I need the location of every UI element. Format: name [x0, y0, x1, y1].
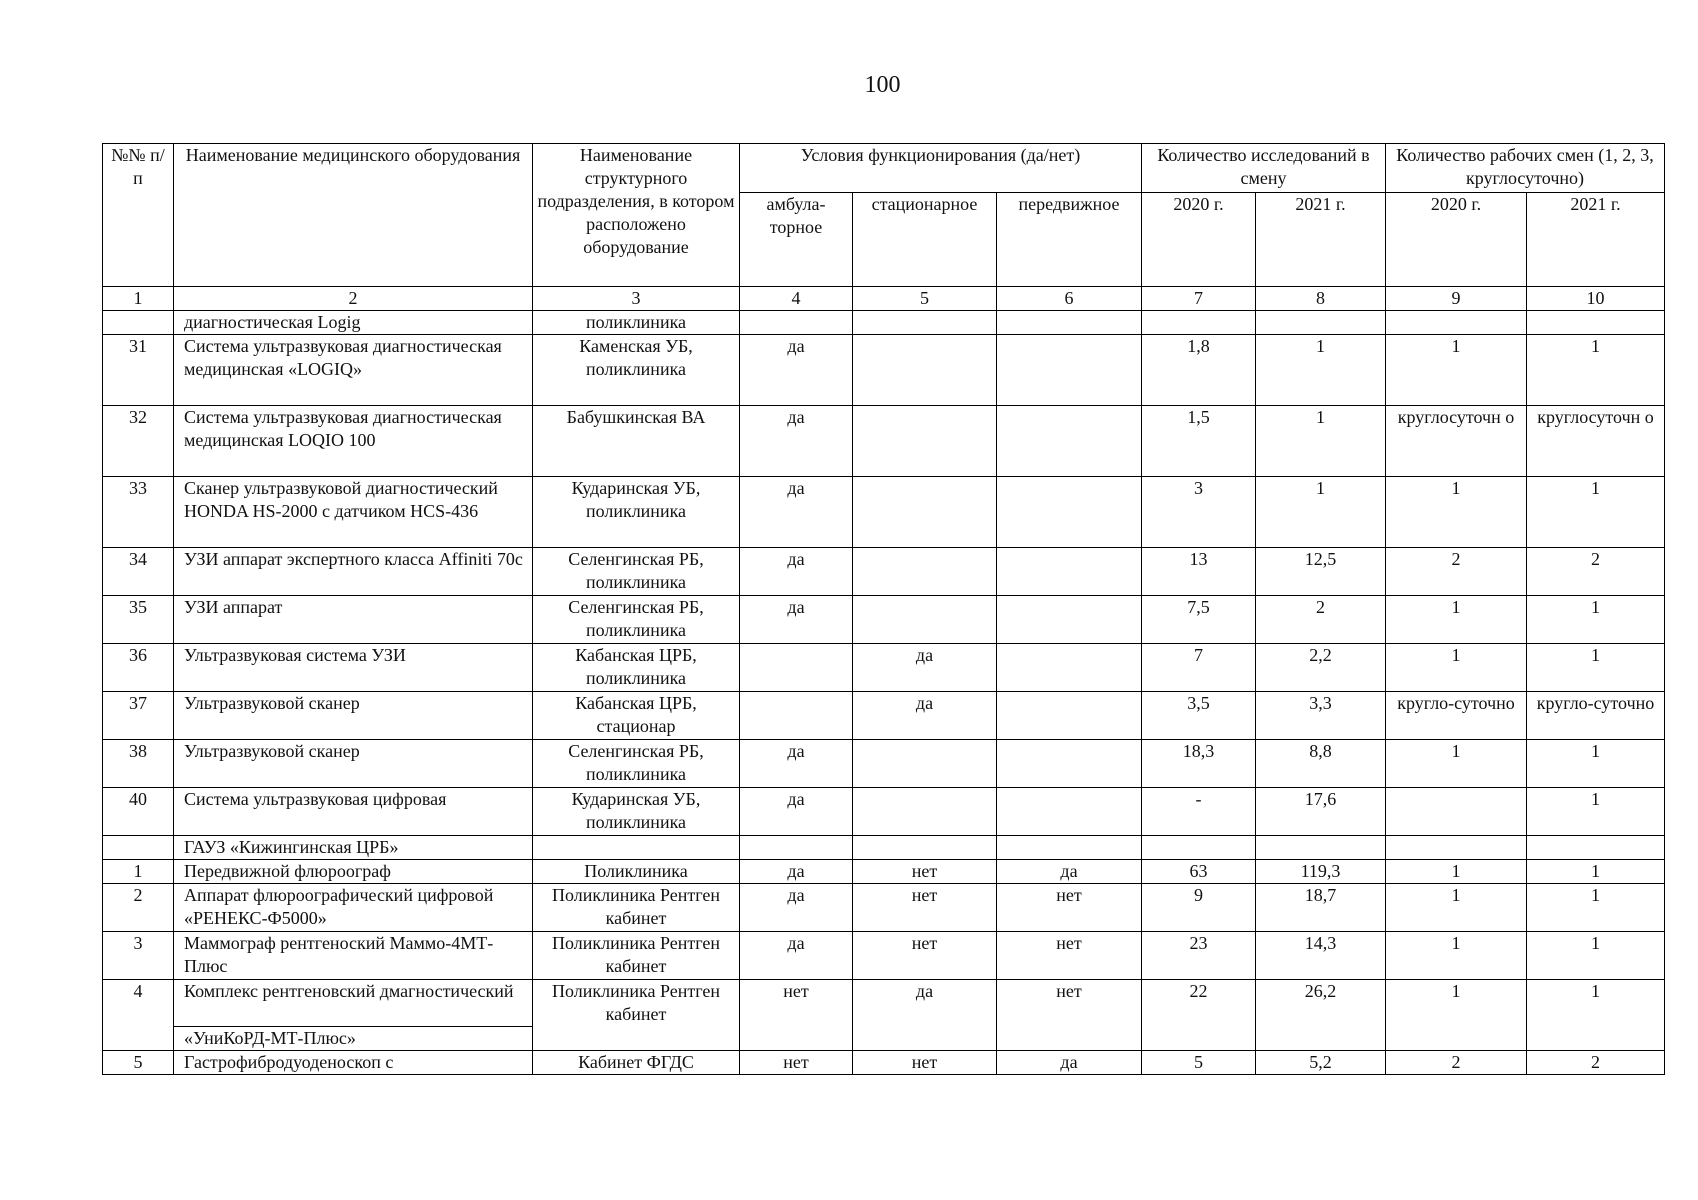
table-row — [103, 980, 1665, 1027]
row-studies-2021 — [1256, 836, 1386, 860]
row-shifts-2020: 1 — [1386, 596, 1527, 644]
row-mobile — [997, 335, 1142, 406]
row-equipment-name: Ультразвуковой сканер — [174, 740, 533, 788]
table-row — [103, 788, 1665, 836]
row-equipment-name: Ультразвуковой сканер — [174, 692, 533, 740]
row-outpatient: нет — [740, 980, 853, 1027]
table-row — [103, 335, 1665, 406]
row-shifts-2021: 1 — [1527, 335, 1665, 406]
row-studies-2021: 14,3 — [1256, 932, 1386, 980]
row-mobile: нет — [997, 932, 1142, 980]
row-inpatient: да — [853, 692, 997, 740]
header-outpatient: амбула-торное — [740, 193, 853, 287]
table-row — [103, 692, 1665, 740]
row-studies-2020-continued — [1142, 1026, 1256, 1050]
row-shifts-2020: 2 — [1386, 1050, 1527, 1074]
column-number: 8 — [1256, 287, 1386, 311]
row-num: 33 — [103, 477, 174, 548]
header-inpatient: стационарное — [853, 193, 997, 287]
row-studies-2020: 9 — [1142, 884, 1256, 932]
row-outpatient: да — [740, 932, 853, 980]
row-department: Кабинет ФГДС — [533, 1050, 740, 1074]
table-row — [103, 477, 1665, 548]
row-shifts-2021: 1 — [1527, 884, 1665, 932]
row-shifts-2020-continued — [1386, 1026, 1527, 1050]
row-shifts-2021 — [1527, 311, 1665, 335]
row-shifts-2020 — [1386, 788, 1527, 836]
row-studies-2021: 18,7 — [1256, 884, 1386, 932]
column-number: 6 — [997, 287, 1142, 311]
row-studies-2020 — [1142, 311, 1256, 335]
column-number: 10 — [1527, 287, 1665, 311]
row-equipment-name: УЗИ аппарат — [174, 596, 533, 644]
row-department: Поликлиника — [533, 860, 740, 884]
row-equipment-name: диагностическая Logig — [174, 311, 533, 335]
row-shifts-2021: 2 — [1527, 1050, 1665, 1074]
row-num: 35 — [103, 596, 174, 644]
row-studies-2021: 119,3 — [1256, 860, 1386, 884]
row-shifts-2021: кругло-суточно — [1527, 692, 1665, 740]
row-department: Селенгинская РБ, поликлиника — [533, 548, 740, 596]
row-inpatient — [853, 596, 997, 644]
row-inpatient — [853, 788, 997, 836]
row-inpatient — [853, 477, 997, 548]
row-department — [533, 836, 740, 860]
row-studies-2020: - — [1142, 788, 1256, 836]
row-department: поликлиника — [533, 311, 740, 335]
row-studies-2021: 26,2 — [1256, 980, 1386, 1027]
header-row-1 — [103, 144, 1665, 193]
table-row — [103, 884, 1665, 932]
row-department: Кударинская УБ, поликлиника — [533, 477, 740, 548]
row-mobile — [997, 740, 1142, 788]
row-outpatient — [740, 836, 853, 860]
row-num: 34 — [103, 548, 174, 596]
row-shifts-2020: 1 — [1386, 860, 1527, 884]
row-studies-2021: 17,6 — [1256, 788, 1386, 836]
row-equipment-name: Система ультразвуковая диагностическая медицинская LOQIO 100 — [174, 406, 533, 477]
row-shifts-2020: 1 — [1386, 932, 1527, 980]
table-row — [103, 644, 1665, 692]
row-inpatient — [853, 406, 997, 477]
row-mobile: да — [997, 1050, 1142, 1074]
table-row — [103, 932, 1665, 980]
row-shifts-2020: 1 — [1386, 335, 1527, 406]
row-department: Поликлиника Рентген кабинет — [533, 932, 740, 980]
row-outpatient-continued — [740, 1026, 853, 1050]
row-num: 1 — [103, 860, 174, 884]
row-outpatient: да — [740, 740, 853, 788]
row-mobile: нет — [997, 980, 1142, 1027]
row-equipment-name: Ультразвуковая система УЗИ — [174, 644, 533, 692]
column-number: 7 — [1142, 287, 1256, 311]
column-number: 4 — [740, 287, 853, 311]
row-num: 5 — [103, 1050, 174, 1074]
row-department: Кударинская УБ, поликлиника — [533, 788, 740, 836]
row-mobile — [997, 477, 1142, 548]
header-shifts-2020: 2020 г. — [1386, 193, 1527, 287]
row-mobile — [997, 311, 1142, 335]
row-studies-2020: 63 — [1142, 860, 1256, 884]
row-mobile — [997, 596, 1142, 644]
row-department: Бабушкинская ВА — [533, 406, 740, 477]
row-inpatient — [853, 335, 997, 406]
row-outpatient — [740, 692, 853, 740]
row-inpatient: нет — [853, 1050, 997, 1074]
row-shifts-2021: 1 — [1527, 644, 1665, 692]
row-num: 38 — [103, 740, 174, 788]
row-inpatient-continued — [853, 1026, 997, 1050]
row-shifts-2020: круглосуточн о — [1386, 406, 1527, 477]
row-shifts-2021-continued — [1527, 1026, 1665, 1050]
row-mobile — [997, 788, 1142, 836]
row-studies-2021: 2,2 — [1256, 644, 1386, 692]
row-equipment-name: Аппарат флюроографический цифровой «РЕНЕКС-Ф5000» — [174, 884, 533, 932]
row-shifts-2020: 1 — [1386, 644, 1527, 692]
row-shifts-2020: 1 — [1386, 477, 1527, 548]
row-studies-2021 — [1256, 311, 1386, 335]
row-department: Поликлиника Рентген кабинет — [533, 884, 740, 932]
row-mobile — [997, 406, 1142, 477]
row-department: Селенгинская РБ, поликлиника — [533, 596, 740, 644]
row-mobile — [997, 644, 1142, 692]
row-shifts-2021: 1 — [1527, 477, 1665, 548]
row-num-continued — [103, 1026, 174, 1050]
row-studies-2020 — [1142, 836, 1256, 860]
column-number: 1 — [103, 287, 174, 311]
header-num: №№ п/п — [103, 144, 174, 287]
row-department-continued — [533, 1026, 740, 1050]
row-inpatient — [853, 311, 997, 335]
row-mobile-continued — [997, 1026, 1142, 1050]
row-inpatient: нет — [853, 932, 997, 980]
row-num: 31 — [103, 335, 174, 406]
row-shifts-2020: 1 — [1386, 740, 1527, 788]
row-equipment-name: Гастрофибродуоденоскоп с — [174, 1050, 533, 1074]
row-studies-2021: 1 — [1256, 477, 1386, 548]
row-equipment-name: Система ультразвуковая цифровая — [174, 788, 533, 836]
row-num: 2 — [103, 884, 174, 932]
row-equipment-name: Передвижной флюроограф — [174, 860, 533, 884]
row-inpatient: нет — [853, 884, 997, 932]
row-inpatient: да — [853, 980, 997, 1027]
row-outpatient: да — [740, 406, 853, 477]
row-shifts-2021: круглосуточн о — [1527, 406, 1665, 477]
row-mobile: да — [997, 860, 1142, 884]
equipment-table — [102, 143, 1665, 1075]
header-mobile: передвижное — [997, 193, 1142, 287]
row-mobile — [997, 836, 1142, 860]
row-studies-2021: 2 — [1256, 596, 1386, 644]
header-studies-2020: 2020 г. — [1142, 193, 1256, 287]
row-outpatient — [740, 311, 853, 335]
column-number: 5 — [853, 287, 997, 311]
row-shifts-2020 — [1386, 311, 1527, 335]
row-equipment-name: УЗИ аппарат экспертного класса Affiniti 70с — [174, 548, 533, 596]
row-num — [103, 836, 174, 860]
row-num: 37 — [103, 692, 174, 740]
row-shifts-2020: 1 — [1386, 980, 1527, 1027]
row-shifts-2021: 1 — [1527, 740, 1665, 788]
row-num: 40 — [103, 788, 174, 836]
table-row — [103, 1026, 1665, 1050]
row-department: Кабанская ЦРБ, поликлиника — [533, 644, 740, 692]
row-studies-2020: 22 — [1142, 980, 1256, 1027]
column-numbers-row — [103, 287, 1665, 311]
row-shifts-2020: кругло-суточно — [1386, 692, 1527, 740]
table-row — [103, 1050, 1665, 1074]
row-num: 3 — [103, 932, 174, 980]
row-equipment-name: ГАУЗ «Кижингинская ЦРБ» — [174, 836, 533, 860]
row-studies-2020: 3,5 — [1142, 692, 1256, 740]
row-shifts-2021: 1 — [1527, 596, 1665, 644]
header-equipment: Наименование медицинского оборудования — [174, 144, 533, 287]
page-number: 100 — [864, 72, 901, 98]
row-num: 36 — [103, 644, 174, 692]
row-studies-2020: 13 — [1142, 548, 1256, 596]
column-number: 3 — [533, 287, 740, 311]
row-studies-2021: 12,5 — [1256, 548, 1386, 596]
row-inpatient: да — [853, 644, 997, 692]
row-num: 4 — [103, 980, 174, 1027]
row-num: 32 — [103, 406, 174, 477]
row-outpatient: да — [740, 596, 853, 644]
row-studies-2021: 5,2 — [1256, 1050, 1386, 1074]
row-shifts-2021: 1 — [1527, 860, 1665, 884]
table-row — [103, 406, 1665, 477]
row-studies-2020: 1,8 — [1142, 335, 1256, 406]
row-shifts-2021 — [1527, 836, 1665, 860]
header-shifts: Количество рабочих смен (1, 2, 3, круглосуточно) — [1386, 144, 1665, 193]
row-studies-2021-continued — [1256, 1026, 1386, 1050]
row-shifts-2021: 1 — [1527, 932, 1665, 980]
row-inpatient — [853, 740, 997, 788]
row-outpatient: да — [740, 477, 853, 548]
row-studies-2021: 3,3 — [1256, 692, 1386, 740]
row-mobile — [997, 692, 1142, 740]
header-studies: Количество исследований в смену — [1142, 144, 1386, 193]
header-studies-2021: 2021 г. — [1256, 193, 1386, 287]
row-department: Каменская УБ, поликлиника — [533, 335, 740, 406]
table-row — [103, 740, 1665, 788]
row-studies-2020: 5 — [1142, 1050, 1256, 1074]
row-outpatient: да — [740, 884, 853, 932]
row-equipment-name: Сканер ультразвуковой диагностический HONDA HS-2000 с датчиком HCS-436 — [174, 477, 533, 548]
column-number: 9 — [1386, 287, 1527, 311]
column-number: 2 — [174, 287, 533, 311]
header-conditions: Условия функционирования (да/нет) — [740, 144, 1142, 193]
row-equipment-name-continued: «УниКоРД-МТ-Плюс» — [174, 1026, 533, 1050]
row-studies-2020: 3 — [1142, 477, 1256, 548]
row-shifts-2020 — [1386, 836, 1527, 860]
row-studies-2021: 1 — [1256, 335, 1386, 406]
row-studies-2021: 8,8 — [1256, 740, 1386, 788]
row-department: Селенгинская РБ, поликлиника — [533, 740, 740, 788]
row-outpatient: да — [740, 335, 853, 406]
row-studies-2020: 7,5 — [1142, 596, 1256, 644]
table-row — [103, 548, 1665, 596]
row-shifts-2021: 2 — [1527, 548, 1665, 596]
row-outpatient: да — [740, 548, 853, 596]
row-inpatient — [853, 548, 997, 596]
header-department: Наименование структурного подразделения, в котором расположено оборудование — [533, 144, 740, 287]
row-equipment-name: Комплекс рентгеновский дмагностический — [174, 980, 533, 1027]
row-studies-2020: 23 — [1142, 932, 1256, 980]
row-inpatient: нет — [853, 860, 997, 884]
row-outpatient: да — [740, 788, 853, 836]
row-equipment-name: Маммограф рентгеноский Маммо-4МТ-Плюс — [174, 932, 533, 980]
table-row — [103, 311, 1665, 335]
table-row — [103, 860, 1665, 884]
row-department: Поликлиника Рентген кабинет — [533, 980, 740, 1027]
table-row — [103, 836, 1665, 860]
row-num — [103, 311, 174, 335]
row-department: Кабанская ЦРБ, стационар — [533, 692, 740, 740]
row-studies-2020: 7 — [1142, 644, 1256, 692]
row-shifts-2021: 1 — [1527, 788, 1665, 836]
row-outpatient: нет — [740, 1050, 853, 1074]
header-shifts-2021: 2021 г. — [1527, 193, 1665, 287]
row-studies-2020: 1,5 — [1142, 406, 1256, 477]
row-shifts-2020: 2 — [1386, 548, 1527, 596]
row-shifts-2021: 1 — [1527, 980, 1665, 1027]
row-inpatient — [853, 836, 997, 860]
row-mobile — [997, 548, 1142, 596]
row-studies-2021: 1 — [1256, 406, 1386, 477]
row-studies-2020: 18,3 — [1142, 740, 1256, 788]
row-shifts-2020: 1 — [1386, 884, 1527, 932]
table-row — [103, 596, 1665, 644]
row-mobile: нет — [997, 884, 1142, 932]
row-outpatient — [740, 644, 853, 692]
row-outpatient: да — [740, 860, 853, 884]
row-equipment-name: Система ультразвуковая диагностическая медицинская «LOGIQ» — [174, 335, 533, 406]
